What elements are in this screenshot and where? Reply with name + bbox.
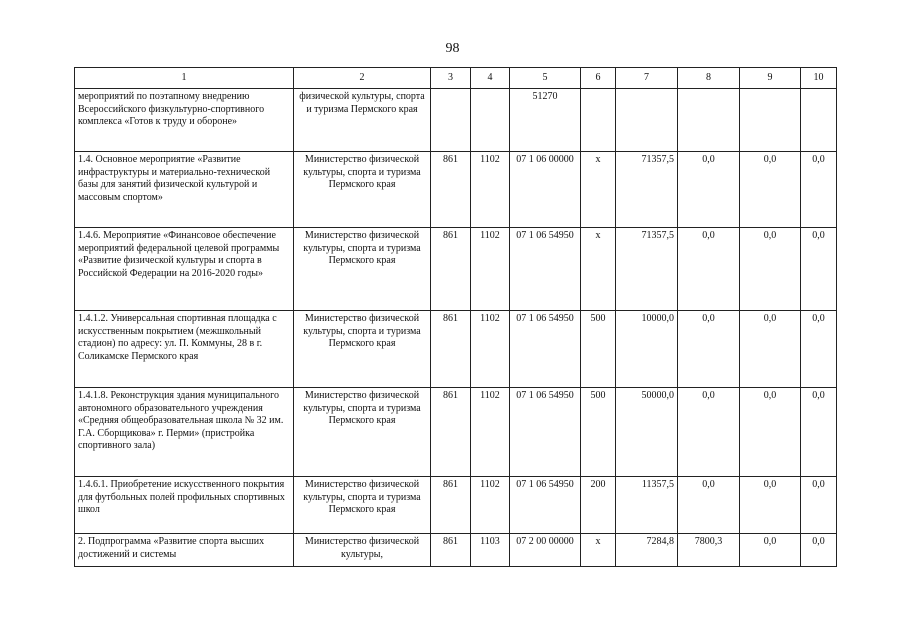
page-number: 98 [445,41,460,56]
target-article-cell: 51270 [510,89,581,152]
amount-col8-cell: 7800,3 [678,534,740,567]
activity-name-cell: 1.4.1.2. Универсальная спортивная площадка с искусственным покрытием (межшкольный стадион) по адресу: ул. П. Коммуны, 28 в г. Соликамске Пермского края [75,311,294,388]
activity-name-cell: 1.4. Основное мероприятие «Развитие инфраструктуры и материально-технической базы для занятий физической культурой и массовым спортом» [75,152,294,228]
amount-col7-cell: 71357,5 [616,228,678,311]
amount-col10-cell: 0,0 [801,388,837,477]
amount-col10-cell [801,89,837,152]
activity-name-cell: мероприятий по поэтапному внедрению Всероссийского физкультурно-спортивного комплекса «Готов к труду и обороне» [75,89,294,152]
amount-col7-cell: 71357,5 [616,152,678,228]
amount-col9-cell [740,89,801,152]
grbs-code-cell: 861 [431,311,471,388]
column-header: 5 [510,68,581,89]
target-article-cell: 07 1 06 54950 [510,228,581,311]
organization-cell: Министерство физической культуры, [294,534,431,567]
column-header: 9 [740,68,801,89]
section-code-cell: 1102 [471,152,510,228]
amount-col7-cell: 50000,0 [616,388,678,477]
amount-col7-cell [616,89,678,152]
target-article-cell: 07 1 06 54950 [510,388,581,477]
activity-name-cell: 1.4.6. Мероприятие «Финансовое обеспечение мероприятий федеральной целевой программы «Развитие физической культуры и спорта в Российской Федерации на 2016-2020 годы» [75,228,294,311]
expense-type-cell [581,89,616,152]
amount-col10-cell: 0,0 [801,228,837,311]
header-row [75,68,837,89]
target-article-cell: 07 2 00 00000 [510,534,581,567]
table-row [75,311,837,388]
target-article-cell: 07 1 06 54950 [510,311,581,388]
column-header: 7 [616,68,678,89]
activity-name-cell: 1.4.1.8. Реконструкция здания муниципального автономного образовательного учреждения «Средняя общеобразовательная школа № 32 им. Г.А. Сборщикова» г. Перми» (пристройка спортивного зала) [75,388,294,477]
amount-col9-cell: 0,0 [740,388,801,477]
expense-type-cell: 200 [581,477,616,534]
column-header: 2 [294,68,431,89]
column-header: 1 [75,68,294,89]
organization-cell: Министерство физической культуры, спорта и туризма Пермского края [294,477,431,534]
amount-col7-cell: 10000,0 [616,311,678,388]
table-row [75,388,837,477]
organization-cell: Министерство физической культуры, спорта и туризма Пермского края [294,311,431,388]
table-row [75,228,837,311]
target-article-cell: 07 1 06 54950 [510,477,581,534]
amount-col8-cell: 0,0 [678,152,740,228]
column-header: 8 [678,68,740,89]
grbs-code-cell: 861 [431,228,471,311]
amount-col9-cell: 0,0 [740,152,801,228]
expense-type-cell: х [581,534,616,567]
amount-col7-cell: 11357,5 [616,477,678,534]
amount-col10-cell: 0,0 [801,311,837,388]
amount-col8-cell: 0,0 [678,311,740,388]
grbs-code-cell: 861 [431,477,471,534]
amount-col9-cell: 0,0 [740,477,801,534]
section-code-cell: 1102 [471,388,510,477]
organization-cell: физической культуры, спорта и туризма Пермского края [294,89,431,152]
amount-col8-cell: 0,0 [678,477,740,534]
section-code-cell [471,89,510,152]
section-code-cell: 1103 [471,534,510,567]
activity-name-cell: 2. Подпрограмма «Развитие спорта высших достижений и системы [75,534,294,567]
expense-type-cell: 500 [581,311,616,388]
expense-type-cell: 500 [581,388,616,477]
table-row [75,534,837,567]
amount-col9-cell: 0,0 [740,228,801,311]
grbs-code-cell [431,89,471,152]
amount-col8-cell: 0,0 [678,228,740,311]
amount-col7-cell: 7284,8 [616,534,678,567]
organization-cell: Министерство физической культуры, спорта и туризма Пермского края [294,228,431,311]
amount-col9-cell: 0,0 [740,311,801,388]
grbs-code-cell: 861 [431,534,471,567]
table-row [75,89,837,152]
amount-col8-cell [678,89,740,152]
table-row [75,477,837,534]
budget-table [74,67,837,567]
column-header: 4 [471,68,510,89]
activity-name-cell: 1.4.6.1. Приобретение искусственного покрытия для футбольных полей профильных спортивных школ [75,477,294,534]
table-row [75,152,837,228]
organization-cell: Министерство физической культуры, спорта и туризма Пермского края [294,152,431,228]
amount-col9-cell: 0,0 [740,534,801,567]
expense-type-cell: х [581,152,616,228]
column-header: 6 [581,68,616,89]
amount-col10-cell: 0,0 [801,477,837,534]
expense-type-cell: х [581,228,616,311]
grbs-code-cell: 861 [431,152,471,228]
amount-col10-cell: 0,0 [801,152,837,228]
column-header: 3 [431,68,471,89]
section-code-cell: 1102 [471,477,510,534]
target-article-cell: 07 1 06 00000 [510,152,581,228]
amount-col10-cell: 0,0 [801,534,837,567]
amount-col8-cell: 0,0 [678,388,740,477]
section-code-cell: 1102 [471,311,510,388]
section-code-cell: 1102 [471,228,510,311]
column-header: 10 [801,68,837,89]
organization-cell: Министерство физической культуры, спорта и туризма Пермского края [294,388,431,477]
grbs-code-cell: 861 [431,388,471,477]
